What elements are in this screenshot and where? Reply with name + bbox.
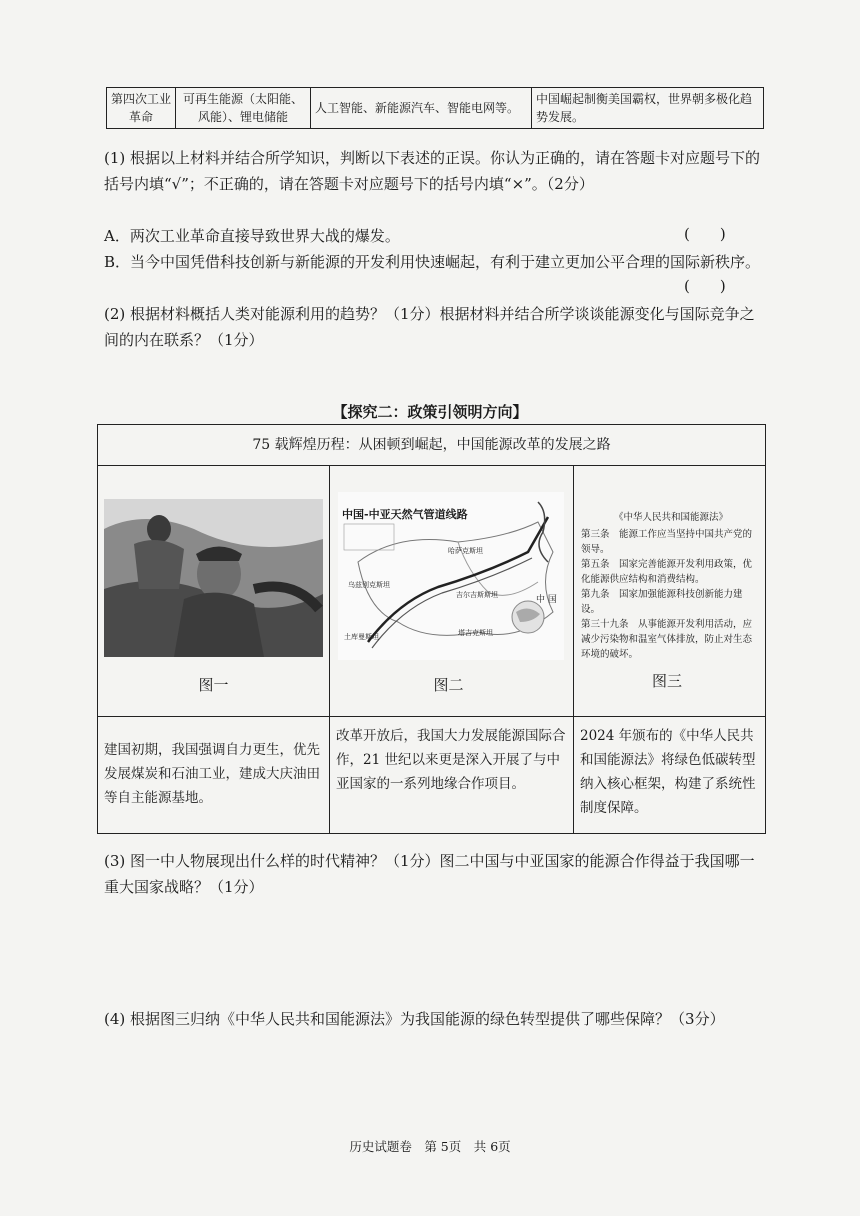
table-cell-tech: 人工智能、新能源汽车、智能电网等。 <box>311 88 532 129</box>
map-title: 中国-中亚天然气管道线路 <box>342 508 468 521</box>
figure-1-caption: 图一 <box>198 676 229 694</box>
map-label: 乌兹别克斯坦 <box>348 581 390 589</box>
table-cell-name: 第四次工业革命 <box>107 88 176 129</box>
table-cell-impact: 中国崛起制衡美国霸权，世界朝多极化趋势发展。 <box>532 88 764 129</box>
row-divider <box>98 716 765 717</box>
worker-photo <box>104 499 323 657</box>
worker-photo-graphic <box>104 499 323 657</box>
law-article: 第五条 国家完善能源开发利用政策，优化能源供应结构和消费结构。 <box>581 559 753 585</box>
answer-paren-b: ( ) <box>684 277 726 295</box>
map-label: 土库曼斯坦 <box>344 633 379 641</box>
map-label: 中 国 <box>536 595 557 605</box>
revolution-table <box>106 87 764 129</box>
question-3: (3) 图一中人物展现出什么样的时代精神？（1分）图二中国与中亚国家的能源合作得益于我国哪一重大国家战略？（1分） <box>104 852 755 896</box>
question-1-option-b: B．当今中国凭借科技创新与新能源的开发利用快速崛起，有利于建立更加公平合理的国际新秩序。 <box>104 253 761 271</box>
law-title: 《中华人民共和国能源法》 <box>613 512 728 523</box>
question-1-stem: (1) 根据以上材料并结合所学知识，判断以下表述的正误。你认为正确的，请在答题卡对应题号下的括号内填“√”；不正确的，请在答题卡对应题号下的括号内填“×”。（2分） <box>104 149 761 193</box>
question-4: (4) 根据图三归纳《中华人民共和国能源法》为我国能源的绿色转型提供了哪些保障？（3分） <box>104 1010 725 1028</box>
map-label: 吉尔吉斯斯坦 <box>456 591 498 599</box>
figure-2-caption: 图二 <box>433 676 464 694</box>
map-label: 塔吉克斯坦 <box>458 629 493 637</box>
column-divider <box>573 465 574 833</box>
table-cell-energy: 可再生能源（太阳能、风能）、锂电储能 <box>176 88 311 129</box>
energy-law-excerpt <box>581 510 761 662</box>
pipeline-map <box>338 492 564 660</box>
question-1-option-a: A．两次工业革命直接导致世界大战的爆发。 <box>104 227 400 245</box>
law-article: 第九条 国家加强能源科技创新能力建设。 <box>581 589 743 615</box>
column-divider <box>329 465 330 833</box>
map-label: 哈萨克斯坦 <box>448 547 483 555</box>
table-row <box>107 88 764 129</box>
answer-paren-a: ( ) <box>684 225 726 243</box>
law-article: 第三条 能源工作应当坚持中国共产党的领导。 <box>581 529 753 555</box>
box-heading: 75 载辉煌历程：从困顿到崛起，中国能源改革的发展之路 <box>98 425 765 466</box>
figure-1-description: 建国初期，我国强调自力更生，优先发展煤炭和石油工业，建成大庆油田等自主能源基地。 <box>104 742 320 806</box>
question-2: (2) 根据材料概括人类对能源利用的趋势？（1分）根据材料并结合所学谈谈能源变化与国际竞争之间的内在联系？（1分） <box>104 305 755 349</box>
law-article: 第三十九条 从事能源开发利用活动，应减少污染物和温室气体排放，防止对生态环境的破坏。 <box>581 619 753 660</box>
figure-3-description: 2024 年颁布的《中华人民共和国能源法》将绿色低碳转型纳入核心框架，构建了系统性制度保障。 <box>580 728 756 816</box>
section-title: 【探究二：政策引领明方向】 <box>332 403 528 421</box>
figure-3-caption: 图三 <box>651 672 682 690</box>
figure-2-description: 改革开放后，我国大力发展能源国际合作，21 世纪以来更是深入开展了与中亚国家的一系列地缘合作项目。 <box>336 728 566 792</box>
page-footer: 历史试题卷 第 5页 共 6页 <box>349 1139 511 1154</box>
